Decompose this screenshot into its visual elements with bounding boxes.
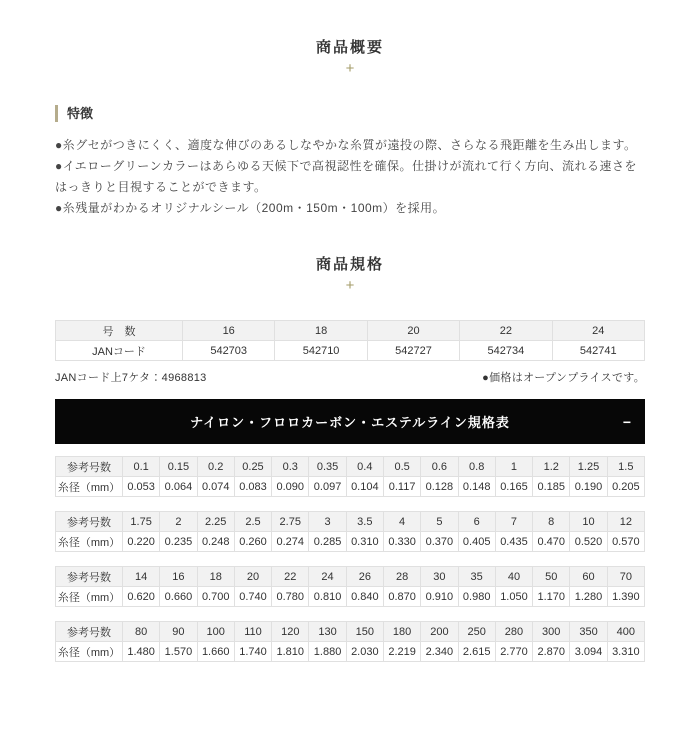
size-cell: 90	[160, 622, 197, 642]
size-cell: 3.5	[346, 512, 383, 532]
overview-expand-plus-icon[interactable]: +	[345, 60, 355, 77]
diameter-cell: 0.780	[272, 587, 309, 607]
jan-code-table	[55, 320, 645, 361]
diameter-cell: 1.880	[309, 642, 346, 662]
size-cell: 0.25	[234, 457, 271, 477]
size-cell: 110	[234, 622, 271, 642]
diameter-cell: 0.910	[421, 587, 458, 607]
row-label: 参考号数	[56, 567, 123, 587]
diameter-cell: 0.117	[383, 477, 420, 497]
diameter-cell: 0.810	[309, 587, 346, 607]
jan-prefix-note: JANコード上7ケタ：4968813	[55, 372, 207, 384]
size-table-group	[55, 511, 645, 552]
row-label: 参考号数	[56, 457, 123, 477]
jan-cell: 542727	[367, 341, 459, 361]
diameter-cell: 0.148	[458, 477, 495, 497]
diameter-cell: 0.285	[309, 532, 346, 552]
size-cell: 16	[160, 567, 197, 587]
diameter-cell: 0.128	[421, 477, 458, 497]
size-cell: 18	[197, 567, 234, 587]
size-row	[56, 622, 645, 642]
diameter-cell: 0.248	[197, 532, 234, 552]
spec-section-title: 商品規格	[315, 256, 384, 273]
diameter-cell: 0.097	[309, 477, 346, 497]
diameter-cell: 1.170	[533, 587, 570, 607]
row-label: 糸径（mm）	[56, 587, 123, 607]
feature-bullet: ●糸グセがつきにくく、適度な伸びのあるしなやかな糸質が遠投の際、さらなる飛距離を生み出します。	[55, 138, 637, 152]
feature-bullet: ●糸残量がわかるオリジナルシール（200m・150m・100m）を採用。	[55, 201, 446, 215]
size-table-group	[55, 456, 645, 497]
size-cell: 60	[570, 567, 607, 587]
diameter-cell: 0.083	[234, 477, 271, 497]
jan-cell: 22	[460, 321, 552, 341]
diameter-cell: 0.185	[533, 477, 570, 497]
jan-cell: 542741	[552, 341, 644, 361]
size-row	[56, 512, 645, 532]
product-page	[0, 36, 700, 736]
size-cell: 130	[309, 622, 346, 642]
jan-cell: 24	[552, 321, 644, 341]
diameter-cell: 0.053	[123, 477, 160, 497]
spec-expand-plus-icon[interactable]: +	[345, 277, 355, 294]
size-cell: 2	[160, 512, 197, 532]
diameter-cell: 0.620	[123, 587, 160, 607]
size-cell: 5	[421, 512, 458, 532]
diameter-row	[56, 477, 645, 497]
size-cell: 0.15	[160, 457, 197, 477]
jan-cell: 542703	[183, 341, 275, 361]
size-cell: 150	[346, 622, 383, 642]
size-cell: 80	[123, 622, 160, 642]
diameter-cell: 1.280	[570, 587, 607, 607]
diameter-cell: 0.370	[421, 532, 458, 552]
size-cell: 1.75	[123, 512, 160, 532]
jan-cell: 542710	[275, 341, 367, 361]
jan-table-row	[56, 341, 645, 361]
size-cell: 200	[421, 622, 458, 642]
size-row	[56, 567, 645, 587]
size-cell: 7	[495, 512, 532, 532]
diameter-cell: 0.470	[533, 532, 570, 552]
jan-cell: 16	[183, 321, 275, 341]
diameter-row	[56, 587, 645, 607]
diameter-cell: 0.274	[272, 532, 309, 552]
size-cell: 300	[533, 622, 570, 642]
diameter-cell: 2.870	[533, 642, 570, 662]
diameter-cell: 0.090	[272, 477, 309, 497]
feature-bullet: ●イエローグリーンカラーはあらゆる天候下で高視認性を確保。仕掛けが流れて行く方向、流れる速さをはっきりと目視することができます。	[55, 159, 638, 194]
diameter-cell: 0.205	[607, 477, 644, 497]
size-cell: 100	[197, 622, 234, 642]
spec-table-banner[interactable]	[55, 399, 645, 444]
diameter-cell: 3.094	[570, 642, 607, 662]
size-cell: 1.5	[607, 457, 644, 477]
collapse-minus-icon[interactable]: −	[622, 413, 631, 430]
size-cell: 350	[570, 622, 607, 642]
jan-cell: 542734	[460, 341, 552, 361]
diameter-cell: 1.570	[160, 642, 197, 662]
size-cell: 250	[458, 622, 495, 642]
size-cell: 26	[346, 567, 383, 587]
diameter-cell: 0.520	[570, 532, 607, 552]
feature-bullet-list	[55, 135, 645, 219]
diameter-cell: 0.220	[123, 532, 160, 552]
size-cell: 14	[123, 567, 160, 587]
diameter-cell: 0.310	[346, 532, 383, 552]
size-cell: 280	[495, 622, 532, 642]
diameter-cell: 3.310	[607, 642, 644, 662]
size-cell: 4	[383, 512, 420, 532]
size-cell: 0.6	[421, 457, 458, 477]
diameter-cell: 0.165	[495, 477, 532, 497]
size-cell: 180	[383, 622, 420, 642]
size-cell: 28	[383, 567, 420, 587]
size-cell: 20	[234, 567, 271, 587]
size-cell: 1.25	[570, 457, 607, 477]
size-cell: 0.35	[309, 457, 346, 477]
size-cell: 35	[458, 567, 495, 587]
diameter-cell: 0.405	[458, 532, 495, 552]
size-table-group	[55, 621, 645, 662]
diameter-cell: 1.480	[123, 642, 160, 662]
size-row	[56, 457, 645, 477]
row-label: 参考号数	[56, 512, 123, 532]
diameter-cell: 0.064	[160, 477, 197, 497]
size-tables	[55, 456, 645, 662]
size-cell: 12	[607, 512, 644, 532]
diameter-row	[56, 642, 645, 662]
diameter-cell: 2.340	[421, 642, 458, 662]
row-label: 糸径（mm）	[56, 477, 123, 497]
size-cell: 120	[272, 622, 309, 642]
notes-row	[55, 369, 645, 385]
jan-table-row	[56, 321, 645, 341]
size-cell: 2.75	[272, 512, 309, 532]
jan-cell: 20	[367, 321, 459, 341]
diameter-cell: 1.660	[197, 642, 234, 662]
diameter-cell: 0.870	[383, 587, 420, 607]
size-cell: 2.5	[234, 512, 271, 532]
price-note: ●価格はオープンプライスです。	[482, 372, 645, 384]
diameter-cell: 2.615	[458, 642, 495, 662]
features-heading: 特徴	[55, 105, 645, 122]
size-cell: 0.3	[272, 457, 309, 477]
diameter-cell: 0.740	[234, 587, 271, 607]
row-label: 糸径（mm）	[56, 642, 123, 662]
diameter-cell: 0.570	[607, 532, 644, 552]
spec-banner-title: ナイロン・フロロカーボン・エステルライン規格表	[190, 415, 510, 430]
size-cell: 400	[607, 622, 644, 642]
diameter-cell: 0.980	[458, 587, 495, 607]
size-cell: 6	[458, 512, 495, 532]
size-cell: 1.2	[533, 457, 570, 477]
diameter-cell: 0.074	[197, 477, 234, 497]
row-label: 号 数	[56, 321, 183, 341]
size-cell: 0.4	[346, 457, 383, 477]
size-cell: 0.1	[123, 457, 160, 477]
diameter-cell: 2.219	[383, 642, 420, 662]
diameter-cell: 0.235	[160, 532, 197, 552]
size-cell: 3	[309, 512, 346, 532]
diameter-cell: 0.260	[234, 532, 271, 552]
diameter-cell: 0.104	[346, 477, 383, 497]
diameter-cell: 2.770	[495, 642, 532, 662]
size-cell: 0.5	[383, 457, 420, 477]
diameter-cell: 0.190	[570, 477, 607, 497]
size-cell: 50	[533, 567, 570, 587]
size-cell: 0.8	[458, 457, 495, 477]
size-cell: 1	[495, 457, 532, 477]
diameter-cell: 1.050	[495, 587, 532, 607]
row-label: 糸径（mm）	[56, 532, 123, 552]
row-label: JANコード	[56, 341, 183, 361]
diameter-cell: 0.660	[160, 587, 197, 607]
size-cell: 40	[495, 567, 532, 587]
diameter-cell: 1.810	[272, 642, 309, 662]
jan-table-body	[56, 321, 645, 361]
diameter-cell: 0.840	[346, 587, 383, 607]
size-cell: 10	[570, 512, 607, 532]
size-cell: 30	[421, 567, 458, 587]
size-cell: 22	[272, 567, 309, 587]
diameter-cell: 0.435	[495, 532, 532, 552]
diameter-cell: 0.700	[197, 587, 234, 607]
size-cell: 8	[533, 512, 570, 532]
diameter-cell: 0.330	[383, 532, 420, 552]
jan-cell: 18	[275, 321, 367, 341]
diameter-cell: 1.390	[607, 587, 644, 607]
size-cell: 0.2	[197, 457, 234, 477]
diameter-row	[56, 532, 645, 552]
size-cell: 70	[607, 567, 644, 587]
diameter-cell: 2.030	[346, 642, 383, 662]
size-table-group	[55, 566, 645, 607]
size-cell: 2.25	[197, 512, 234, 532]
row-label: 参考号数	[56, 622, 123, 642]
overview-section-title: 商品概要	[315, 39, 384, 56]
size-cell: 24	[309, 567, 346, 587]
diameter-cell: 1.740	[234, 642, 271, 662]
